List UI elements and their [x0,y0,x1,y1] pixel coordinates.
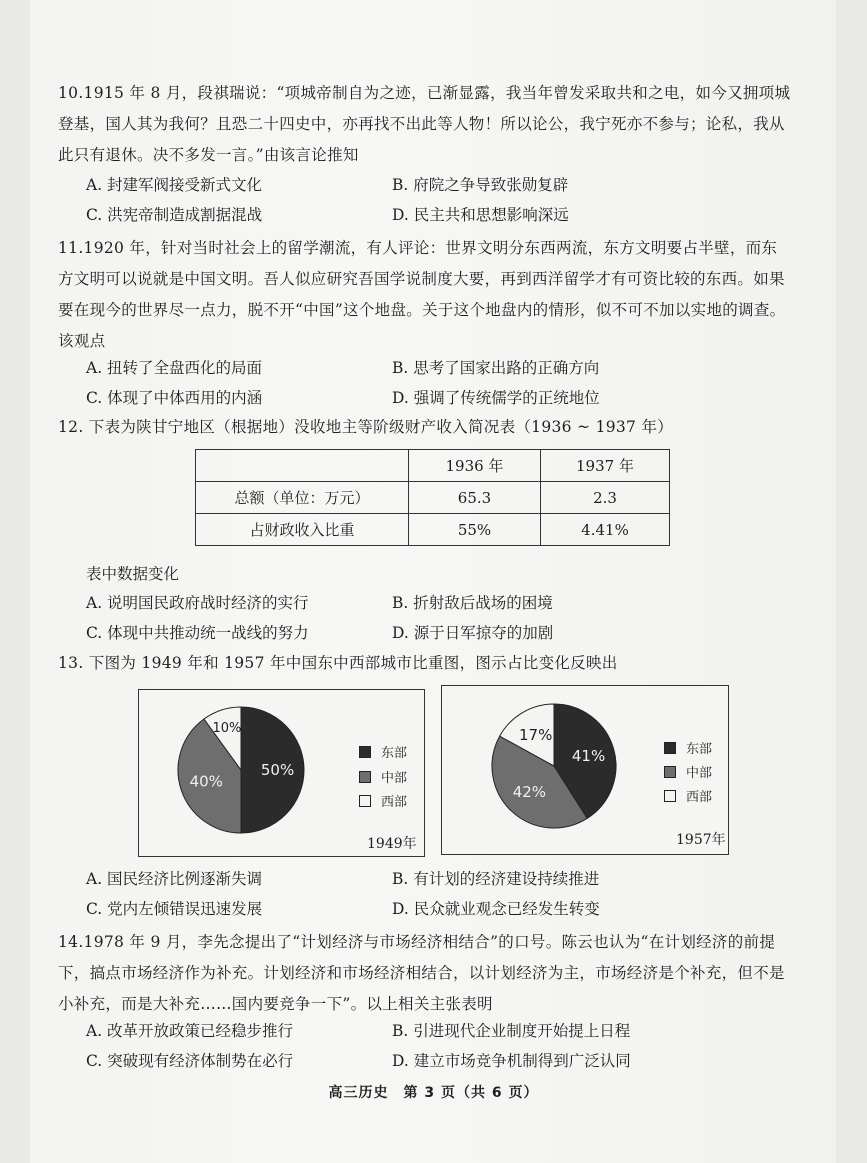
q10-stem: 10.1915 年 8 月，段祺瑞说：“项城帝制自为之迹，已渐显露，我当年曾发采取共和之电，如今又拥项城登基，国人其为我何？且恐二十四史中，亦再找不出此等人物！所以论公，我宁死亦不参与；论私，我从此只有退休。决不多发一言。”由该言论推知 [58,84,791,164]
q11-option-a: A. 扭转了全盘西化的局面 [86,359,263,377]
table-cell: 55% [409,514,541,546]
legend-item-east [664,738,712,757]
q11-option-b: B. 思考了国家出路的正确方向 [392,359,600,377]
chart-year-label: 1957年 [676,832,726,848]
q13-option-c: C. 党内左倾错误迅速发展 [86,900,263,918]
table-cell: 总额（单位：万元） [196,482,409,514]
pie-label: 40% [189,772,223,791]
pie-label: 10% [212,720,242,736]
q10-option-c: C. 洪宪帝制造成割据混战 [86,206,263,224]
legend-swatch [359,746,371,758]
q12-option-d: D. 源于日军掠夺的加剧 [392,624,554,642]
pie-label: 42% [512,783,547,802]
table-header-cell: 1936 年 [409,450,541,482]
table-row [196,482,670,514]
legend-item-west [664,786,712,805]
pie-label: 41% [571,746,606,765]
q10-option-a: A. 封建军阀接受新式文化 [86,176,263,194]
legend-item-middle [664,762,712,781]
table-cell: 65.3 [409,482,541,514]
table-cell: 2.3 [541,482,670,514]
q14-option-a: A. 改革开放政策已经稳步推行 [86,1022,294,1040]
q13-option-b: B. 有计划的经济建设持续推进 [392,870,600,888]
q13-option-d: D. 民众就业观念已经发生转变 [392,900,600,918]
legend-label: 中部 [686,766,713,781]
q11-option-c: C. 体现了中体西用的内涵 [86,389,263,407]
q13-stem: 13. 下图为 1949 年和 1957 年中国东中西部城市比重图，图示占比变化反映出 [58,654,618,672]
chart-year-label: 1949年 [367,836,417,852]
legend-label: 中部 [381,771,408,786]
q10-option-b: B. 府院之争导致张勋复辟 [392,176,569,194]
pie-label: 17% [519,726,553,745]
page-footer: 高三历史 第 3 页（共 6 页） [328,1085,539,1101]
table-header-cell: 1937 年 [541,450,670,482]
table-row [196,514,670,546]
legend-swatch [359,771,371,783]
pie-label: 50% [260,761,295,779]
q14-option-d: D. 建立市场竞争机制得到广泛认同 [392,1052,631,1070]
q14-option-c: C. 突破现有经济体制势在必行 [86,1052,294,1070]
table-header-row [196,450,670,482]
q12-table [195,449,670,546]
legend-label: 西部 [381,795,408,810]
q12-after-text: 表中数据变化 [86,565,180,583]
table-cell: 4.41% [541,514,670,546]
q12-option-c: C. 体现中共推动统一战线的努力 [86,624,309,642]
pie-chart-1949 [138,689,425,857]
legend-swatch [359,795,371,807]
table-header-cell [196,450,409,482]
q12-option-a: A. 说明国民政府战时经济的实行 [86,594,309,612]
legend-item-west [359,791,407,810]
legend-item-middle [359,767,407,786]
q13-option-a: A. 国民经济比例逐渐失调 [86,870,263,888]
legend-swatch [664,742,676,754]
legend-item-east [359,742,407,761]
q11-option-d: D. 强调了传统儒学的正统地位 [392,389,600,407]
q11-stem: 11.1920 年，针对当时社会上的留学潮流，有人评论：世界文明分东西两流，东方文明要占半壁，而东方文明可以说就是中国文明。吾人似应研究吾国学说制度大要，再到西洋留学才有可资比较的东西。如果要在现今的世界尽一点力，脱不开“中国”这个地盘。关于这个地盘内的情形，似不可不加以实地的调查。该观点 [58,239,786,350]
legend-swatch [664,766,676,778]
q12-stem: 12. 下表为陕甘宁地区（根据地）没收地主等阶级财产收入简况表（1936 ~ 1937 年） [58,418,674,436]
table-cell: 占财政收入比重 [196,514,409,546]
q14-stem: 14.1978 年 9 月，李先念提出了“计划经济与市场经济相结合”的口号。陈云也认为“在计划经济的前提下，搞点市场经济作为补充。计划经济和市场经济相结合，以计划经济为主，市场经济是个补充，但不是小补充，而是大补充……国内要竞争一下”。以上相关主张表明 [58,933,785,1013]
legend-label: 东部 [381,746,408,761]
legend-swatch [664,790,676,802]
q14-option-b: B. 引进现代企业制度开始提上日程 [392,1022,631,1040]
pie-chart-1957 [441,685,729,855]
q10-option-d: D. 民主共和思想影响深远 [392,206,569,224]
legend-label: 西部 [686,790,713,805]
legend-label: 东部 [686,742,713,757]
q12-option-b: B. 折射敌后战场的困境 [392,594,553,612]
